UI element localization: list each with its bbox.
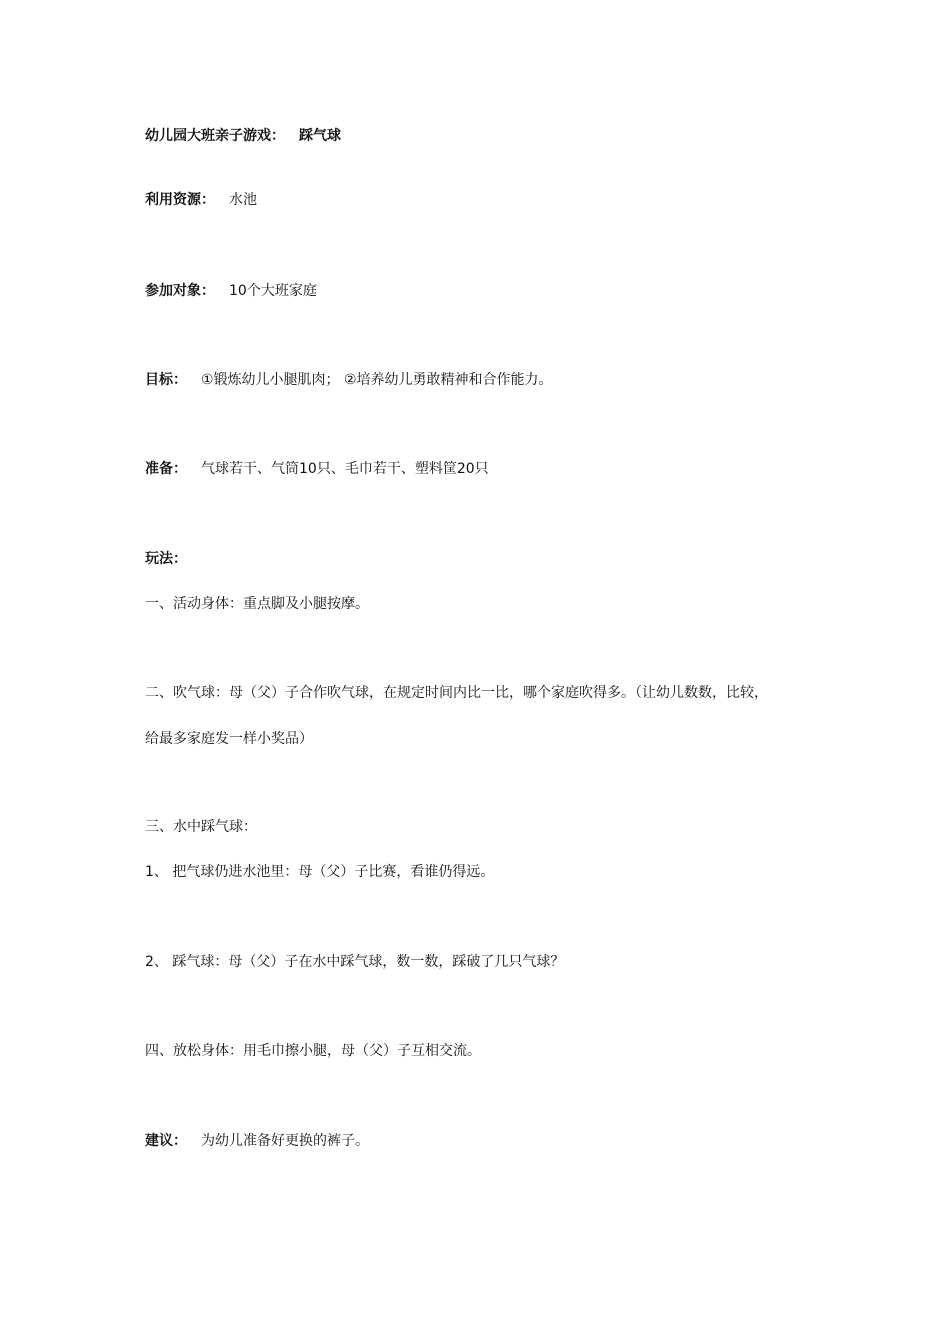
play-step-3-item-2: 2、 踩气球：母（父）子在水中踩气球，数一数，踩破了几只气球？ — [145, 954, 565, 970]
preparation-value: 气球若干、气筒10只、毛巾若干、塑料筐20只 — [201, 461, 489, 477]
suggestion-value: 为幼儿准备好更换的裤子。 — [201, 1133, 369, 1149]
play-step-3-item-1: 1、 把气球仍进水池里：母（父）子比赛，看谁仍得远。 — [145, 864, 495, 880]
participants-label: 参加对象： — [145, 283, 215, 299]
title-prefix: 幼儿园大班亲子游戏： — [145, 128, 285, 144]
suggestion-label: 建议： — [145, 1133, 187, 1149]
document-title — [145, 126, 341, 146]
play-step-2-line-1: 二、吹气球：母（父）子合作吹气球，在规定时间内比一比，哪个家庭吹得多。（让幼儿数数，比较， — [145, 685, 768, 701]
title-name: 踩气球 — [299, 128, 341, 144]
participants-value: 10个大班家庭 — [229, 283, 317, 299]
preparation-label: 准备： — [145, 461, 187, 477]
goal-value: ①锻炼幼儿小腿肌肉； ②培养幼儿勇敢精神和合作能力。 — [201, 372, 553, 388]
preparation-line — [145, 459, 489, 479]
play-step-2-line-2: 给最多家庭发一样小奖品） — [145, 731, 313, 747]
resources-value: 水池 — [229, 192, 257, 208]
suggestion-line — [145, 1131, 369, 1151]
resources-line — [145, 190, 257, 210]
play-step-3: 三、水中踩气球： — [145, 819, 257, 835]
play-step-1: 一、活动身体：重点脚及小腿按摩。 — [145, 596, 369, 612]
resources-label: 利用资源： — [145, 192, 215, 208]
play-step-4: 四、放松身体：用毛巾擦小腿，母（父）子互相交流。 — [145, 1043, 481, 1059]
goal-label: 目标： — [145, 372, 187, 388]
participants-line — [145, 281, 317, 301]
play-label: 玩法： — [145, 551, 187, 567]
goal-line — [145, 370, 553, 390]
